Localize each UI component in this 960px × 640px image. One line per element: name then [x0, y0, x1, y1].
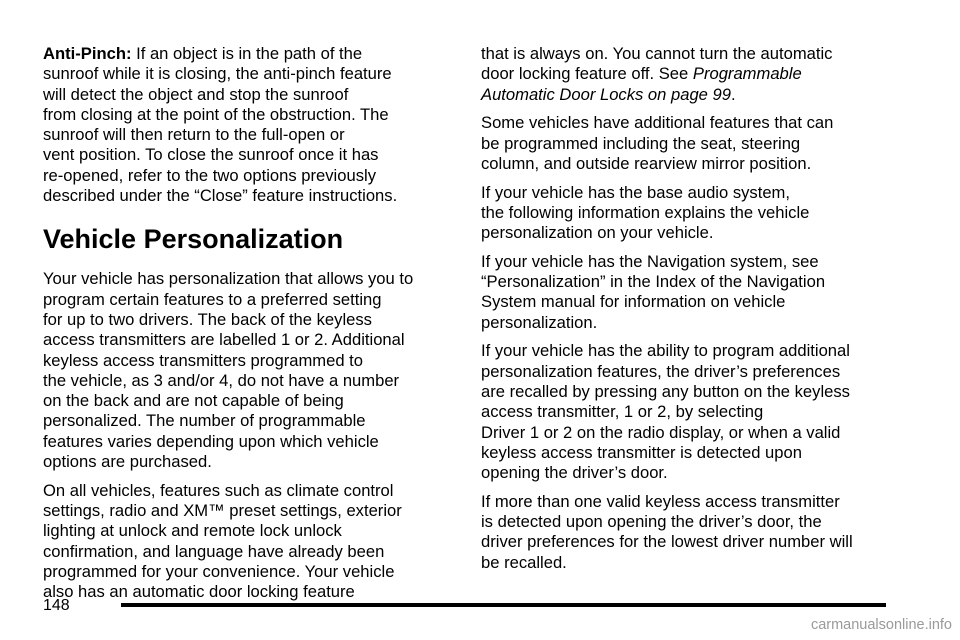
paragraph-text: . — [730, 84, 736, 104]
paragraph-line: the following information explains the vehicle — [481, 202, 810, 222]
paragraph-line: are recalled by pressing any button on the keyless — [481, 382, 850, 402]
paragraph-line: If more than one valid keyless access transmitter — [481, 491, 840, 511]
paragraph-line — [481, 85, 901, 105]
paragraph-line: that is always on. You cannot turn the automatic — [481, 44, 833, 63]
paragraph-line: If your vehicle has the Navigation system, see — [481, 251, 819, 271]
page-number: 148 — [43, 597, 70, 614]
paragraph-line: lighting at unlock and remote lock unlock — [43, 521, 342, 541]
paragraph-line: described under the “Close” feature instructions. — [43, 186, 398, 206]
paragraph-line: options are purchased. — [43, 452, 212, 472]
paragraph-line — [481, 64, 901, 84]
left-column — [43, 44, 453, 603]
paragraph-line — [43, 44, 453, 64]
paragraph-line: personalization on your vehicle. — [481, 223, 714, 243]
paragraph-line: on the back and are not capable of being — [43, 391, 344, 411]
paragraph-line: confirmation, and language have already been — [43, 541, 385, 561]
watermark: carmanualsonline.info — [810, 617, 952, 633]
paragraph-line: the vehicle, as 3 and/or 4, do not have a number — [43, 370, 400, 390]
cross-reference-link[interactable]: Programmable — [692, 64, 802, 84]
paragraph-line: is detected upon opening the driver’s door, the — [481, 512, 822, 532]
anti-pinch-paragraph — [43, 44, 453, 206]
paragraph-line: driver preferences for the lowest driver number will — [481, 532, 853, 552]
paragraph-line: If your vehicle has the base audio system, — [481, 182, 790, 202]
paragraph-line: Driver 1 or 2 on the radio display, or when a valid — [481, 422, 841, 442]
paragraph-line: sunroof will then return to the full-open or — [43, 125, 345, 145]
paragraph-line: will detect the object and stop the sunroof — [43, 84, 349, 104]
right-column — [481, 44, 901, 573]
paragraph-line: opening the driver’s door. — [481, 463, 668, 483]
paragraph-line: programmed for your convenience. Your vehicle — [43, 561, 395, 581]
paragraph-line: settings, radio and XM™ preset settings, exterior — [43, 501, 402, 521]
base-audio-paragraph — [481, 183, 901, 244]
paragraph-line: If your vehicle has the ability to program additional — [481, 341, 850, 361]
paragraph-line: personalized. The number of programmable — [43, 411, 366, 431]
paragraph-line: keyless access transmitter is detected upon — [481, 442, 802, 462]
paragraph-text: door locking feature off. See — [481, 64, 693, 84]
paragraph-line: program certain features to a preferred setting — [43, 289, 382, 309]
recall-preferences-paragraph — [481, 341, 901, 483]
paragraph-line: features varies depending upon which vehicle — [43, 431, 379, 451]
paragraph-line: personalization. — [481, 312, 598, 332]
footer-rule — [121, 603, 886, 607]
paragraph-line: personalization features, the driver’s preferences — [481, 361, 841, 381]
paragraph-line: also has an automatic door locking feature — [43, 582, 355, 602]
section-heading: Vehicle Personalization — [43, 224, 344, 255]
personalization-intro-paragraph — [43, 269, 453, 472]
preset-features-paragraph — [43, 481, 453, 603]
paragraph-line: re-opened, refer to the two options previously — [43, 165, 376, 185]
paragraph-line: Some vehicles have additional features that can — [481, 113, 834, 133]
anti-pinch-lead: Anti-Pinch: — [43, 44, 132, 63]
paragraph-line: be programmed including the seat, steering — [481, 133, 801, 153]
additional-features-paragraph — [481, 113, 901, 174]
paragraph-line: On all vehicles, features such as climate control — [43, 480, 394, 500]
paragraph-line: column, and outside rearview mirror position. — [481, 153, 812, 173]
cross-reference-link[interactable]: Automatic Door Locks on page 99 — [481, 84, 731, 104]
paragraph-line: keyless access transmitters programmed to — [43, 350, 363, 370]
paragraph-line: be recalled. — [481, 552, 567, 572]
paragraph-line: System manual for information on vehicle — [481, 292, 786, 312]
paragraph-line: sunroof while it is closing, the anti-pinch feature — [43, 64, 392, 84]
paragraph-line: vent position. To close the sunroof once it has — [43, 145, 379, 165]
door-locking-paragraph — [481, 44, 901, 105]
paragraph-line: from closing at the point of the obstruction. The — [43, 104, 389, 124]
paragraph-line: access transmitter, 1 or 2, by selecting — [481, 402, 764, 422]
navigation-paragraph — [481, 252, 901, 333]
paragraph-line: access transmitters are labelled 1 or 2. Additional — [43, 330, 405, 350]
anti-pinch-line-text: If an object is in the path of the — [131, 44, 363, 63]
multiple-transmitters-paragraph — [481, 492, 901, 573]
paragraph-line: Your vehicle has personalization that allows you to — [43, 269, 414, 289]
paragraph-line: for up to two drivers. The back of the keyless — [43, 309, 372, 329]
paragraph-line: “Personalization” in the Index of the Navigation — [481, 272, 826, 292]
